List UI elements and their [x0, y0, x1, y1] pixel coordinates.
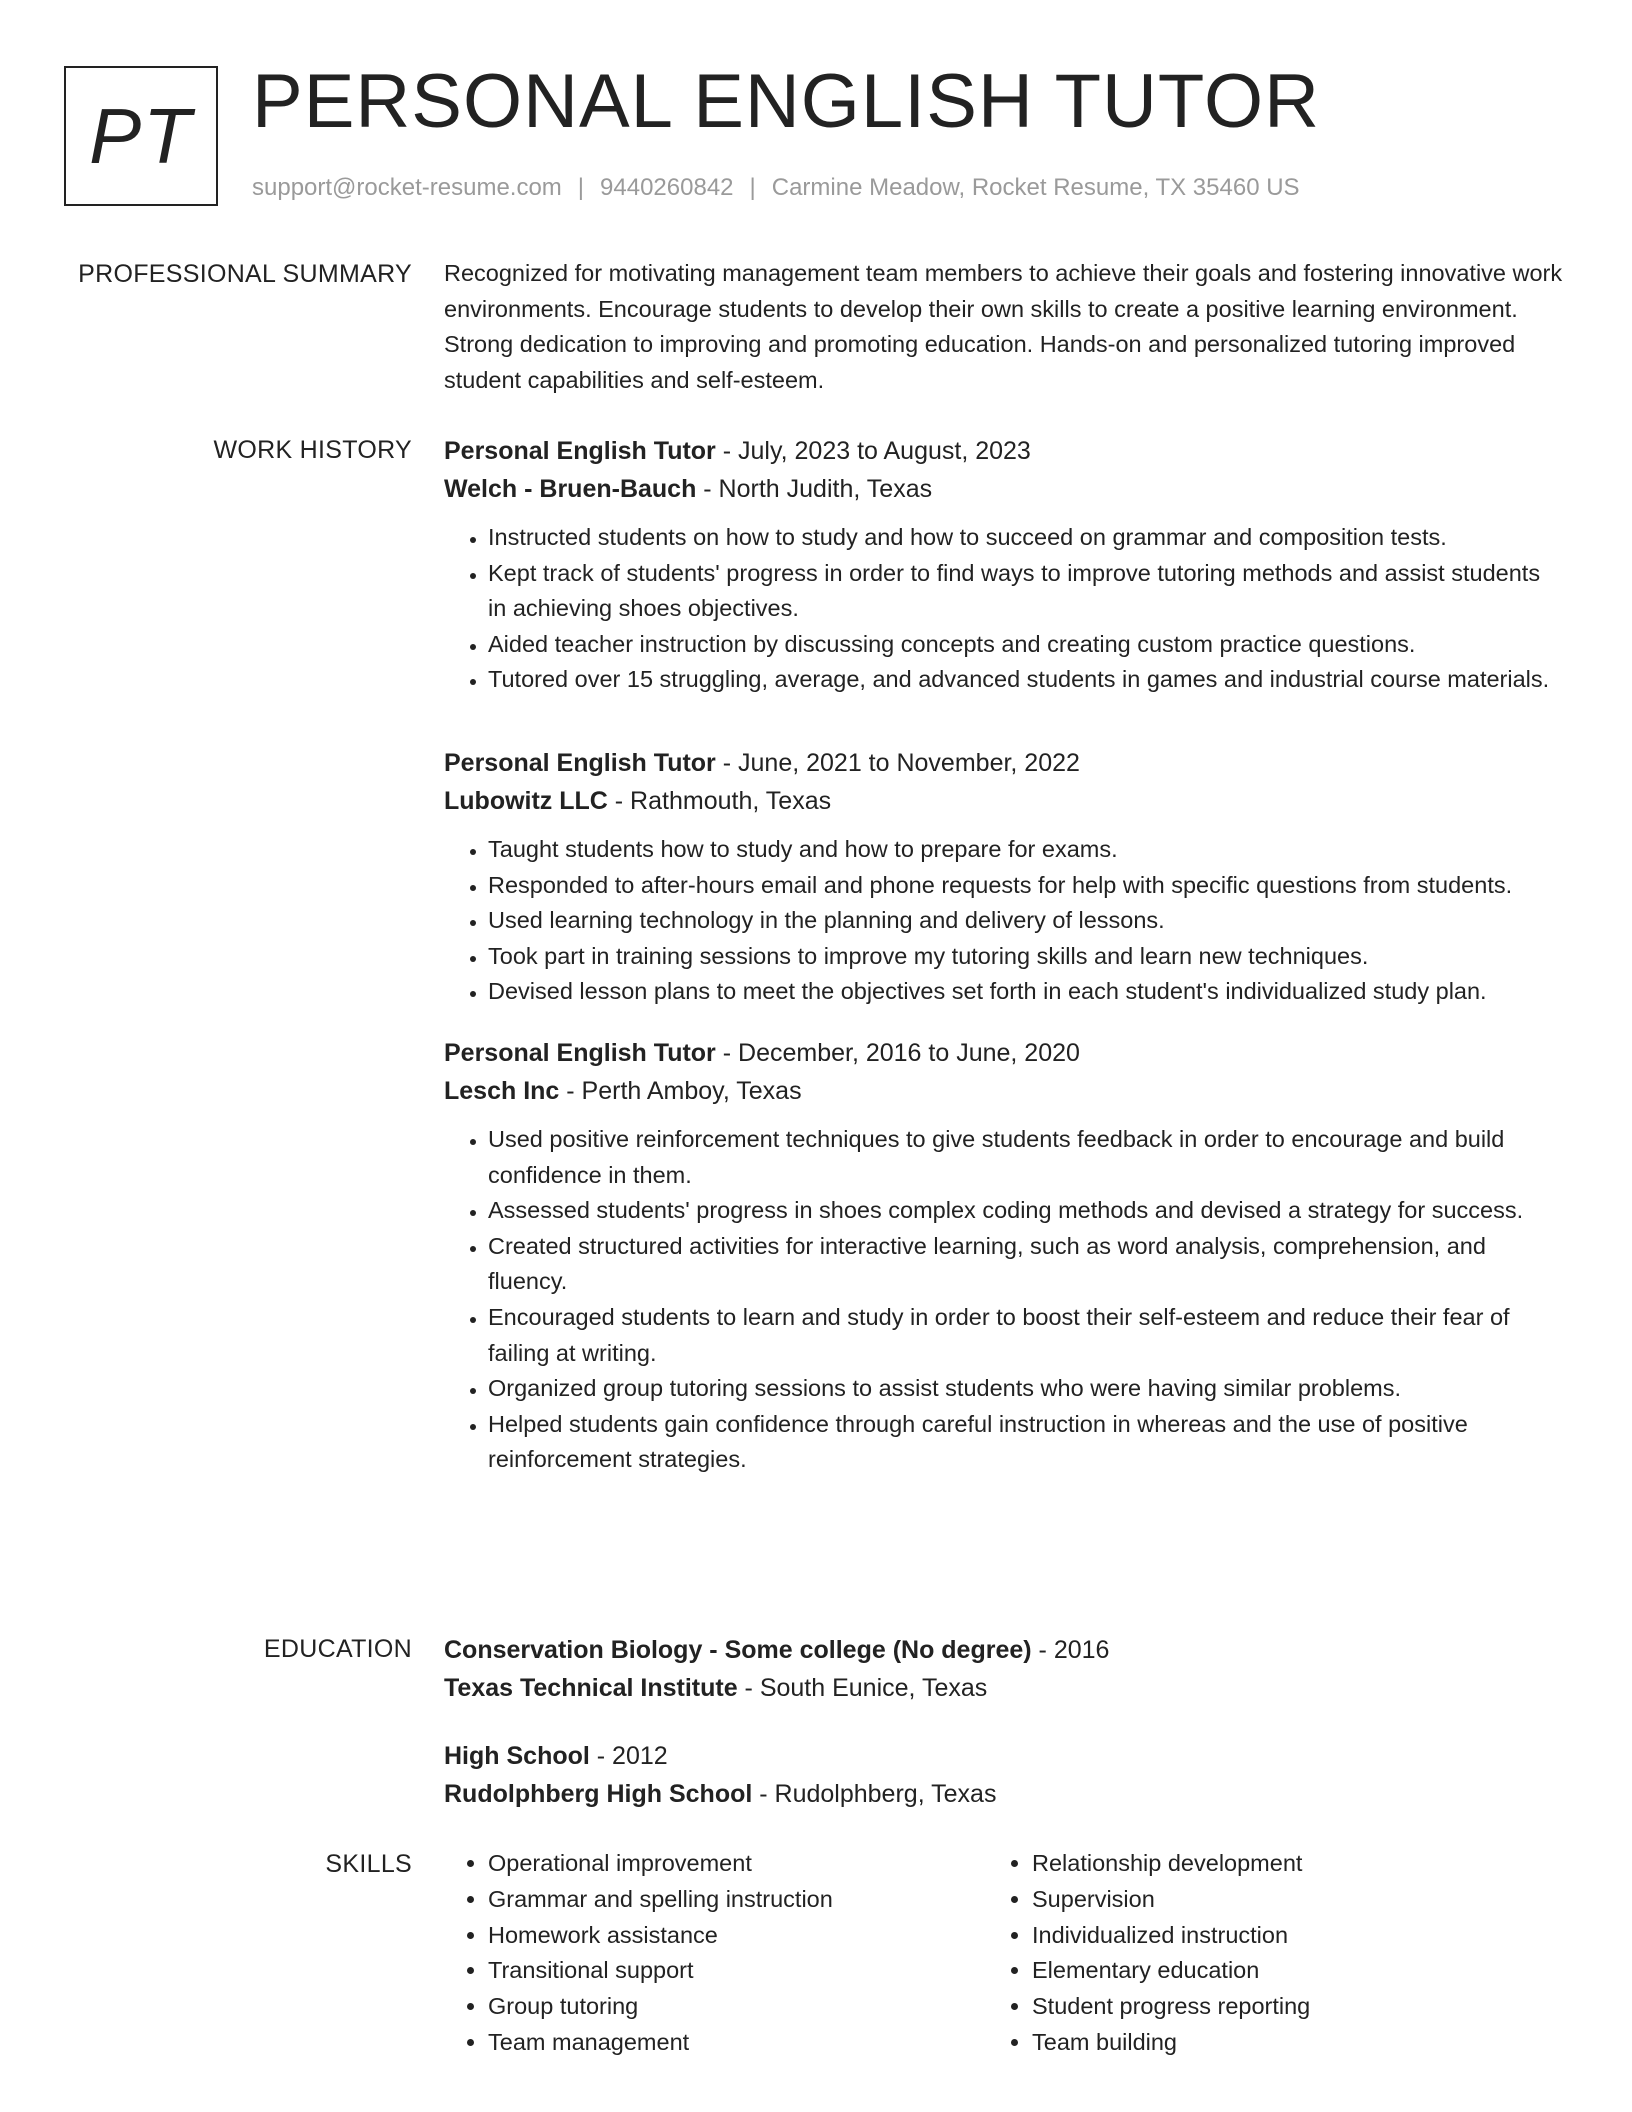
job-company: Lubowitz LLC [444, 786, 608, 815]
bullet-item: • Kept track of students' progress in order to find ways to improve tutoring methods and assist students in achieving shoes objectives. [488, 556, 1564, 627]
summary-text: Recognized for motivating management team members to achieve their goals and fostering innovative work environments. Encourage students to develop their own skills to create a positive learning environment. Strong dedication to improving and promoting education. Hands-on and personalized tutoring improved student capabilities and self-esteem. [444, 260, 1563, 393]
bullet-item: • Created structured activities for interactive learning, such as word analysis, comprehension, and fluency. [488, 1229, 1564, 1300]
skill-item: • Elementary education [1032, 1953, 1532, 1989]
monogram-initials: PT [89, 91, 193, 180]
bullet-item: • Assessed students' progress in shoes complex coding methods and devised a strategy for success. [488, 1193, 1564, 1229]
job-title: Personal English Tutor [444, 1038, 716, 1067]
education-degree: Conservation Biology - Some college (No degree) [444, 1636, 1032, 1664]
education-degree: High School [444, 1742, 590, 1770]
contact-address: Carmine Meadow, Rocket Resume, TX 35460 US [771, 174, 1300, 201]
skill-item: • Grammar and spelling instruction [488, 1882, 988, 1918]
education-school: Rudolphberg High School [444, 1780, 753, 1808]
bullet-item: • Encouraged students to learn and study in order to boost their self-esteem and reduce their fear of failing at writing. [488, 1300, 1564, 1371]
bullet-item: • Used learning technology in the planning and delivery of lessons. [488, 903, 1564, 939]
job-company-line [444, 782, 1564, 820]
bullet-item: • Took part in training sessions to improve my tutoring skills and learn new techniques. [488, 939, 1564, 975]
skill-item: • Transitional support [488, 1953, 988, 1989]
skill-item: • Operational improvement [488, 1846, 988, 1882]
job-location: - Perth Amboy, Texas [559, 1076, 802, 1105]
job-company: Lesch Inc [444, 1076, 560, 1105]
skills-columns [444, 1846, 1564, 2061]
bullet-item: • Aided teacher instruction by discussing concepts and creating custom practice questions. [488, 627, 1564, 663]
education-school-line [444, 1669, 1564, 1707]
job-company-line [444, 470, 1564, 508]
job-title-line [444, 1034, 1564, 1072]
contact-email: support@rocket-resume.com [252, 174, 562, 201]
education-year: - 2016 [1031, 1636, 1110, 1664]
summary-label: PROFESSIONAL SUMMARY [78, 260, 412, 288]
contact-separator: | [749, 174, 756, 201]
job-entry [444, 432, 1564, 698]
skill-item: • Group tutoring [488, 1989, 988, 2025]
skills-list-left [444, 1846, 988, 2061]
skill-item: • Team management [488, 2025, 988, 2061]
bullet-item: • Tutored over 15 struggling, average, and advanced students in games and industrial course materials. [488, 662, 1564, 698]
contact-line [252, 174, 1300, 202]
job-title-line [444, 432, 1564, 470]
skill-item: • Relationship development [1032, 1846, 1532, 1882]
skill-item: • Student progress reporting [1032, 1989, 1532, 2025]
bullet-item: • Taught students how to study and how to prepare for exams. [488, 832, 1564, 868]
work-history-label: WORK HISTORY [213, 436, 412, 464]
job-location: - Rathmouth, Texas [607, 786, 832, 815]
contact-phone: 9440260842 [600, 174, 734, 201]
bullet-item: • Helped students gain confidence through careful instruction in whereas and the use of positive reinforcement strategies. [488, 1407, 1564, 1478]
skills-label: SKILLS [325, 1850, 412, 1878]
job-bullets [444, 1122, 1564, 1478]
bullet-item: • Organized group tutoring sessions to assist students who were having similar problems. [488, 1371, 1564, 1407]
education-label: EDUCATION [263, 1635, 412, 1663]
bullet-item: • Responded to after-hours email and phone requests for help with specific questions from students. [488, 868, 1564, 904]
skill-item: • Homework assistance [488, 1918, 988, 1954]
monogram-box [64, 66, 218, 206]
education-school: Texas Technical Institute [444, 1674, 738, 1702]
job-title-line [444, 744, 1564, 782]
education-entry [444, 1631, 1564, 1707]
education-year: - 2012 [589, 1742, 668, 1770]
education-degree-line [444, 1737, 1564, 1775]
contact-separator: | [577, 174, 585, 201]
job-bullets [444, 832, 1564, 1010]
skill-item: • Team building [1032, 2025, 1532, 2061]
bullet-item: • Used positive reinforcement techniques to give students feedback in order to encourage and build confidence in them. [488, 1122, 1564, 1193]
job-entry [444, 744, 1564, 1010]
skill-item: • Supervision [1032, 1882, 1532, 1918]
education-location: - South Eunice, Texas [737, 1674, 988, 1702]
skills-list-right [988, 1846, 1532, 2061]
job-company: Welch - Bruen-Bauch [444, 475, 697, 503]
bullet-item: • Instructed students on how to study and how to succeed on grammar and composition tests. [488, 520, 1564, 556]
job-entry [444, 1034, 1564, 1478]
bullet-item: • Devised lesson plans to meet the objectives set forth in each student's individualized study plan. [488, 974, 1564, 1010]
job-company-line [444, 1072, 1564, 1110]
education-location: - Rudolphberg, Texas [752, 1780, 997, 1808]
job-dates: - December, 2016 to June, 2020 [715, 1038, 1080, 1067]
job-location: - North Judith, Texas [696, 475, 933, 503]
job-title: Personal English Tutor [444, 437, 716, 465]
education-school-line [444, 1775, 1564, 1813]
education-entry [444, 1737, 1564, 1813]
resume-name: PERSONAL ENGLISH TUTOR [252, 59, 1320, 144]
job-bullets [444, 520, 1564, 698]
job-dates: - June, 2021 to November, 2022 [715, 748, 1080, 777]
job-title: Personal English Tutor [444, 748, 716, 777]
job-dates: - July, 2023 to August, 2023 [715, 437, 1031, 465]
education-degree-line [444, 1631, 1564, 1669]
skill-item: • Individualized instruction [1032, 1918, 1532, 1954]
